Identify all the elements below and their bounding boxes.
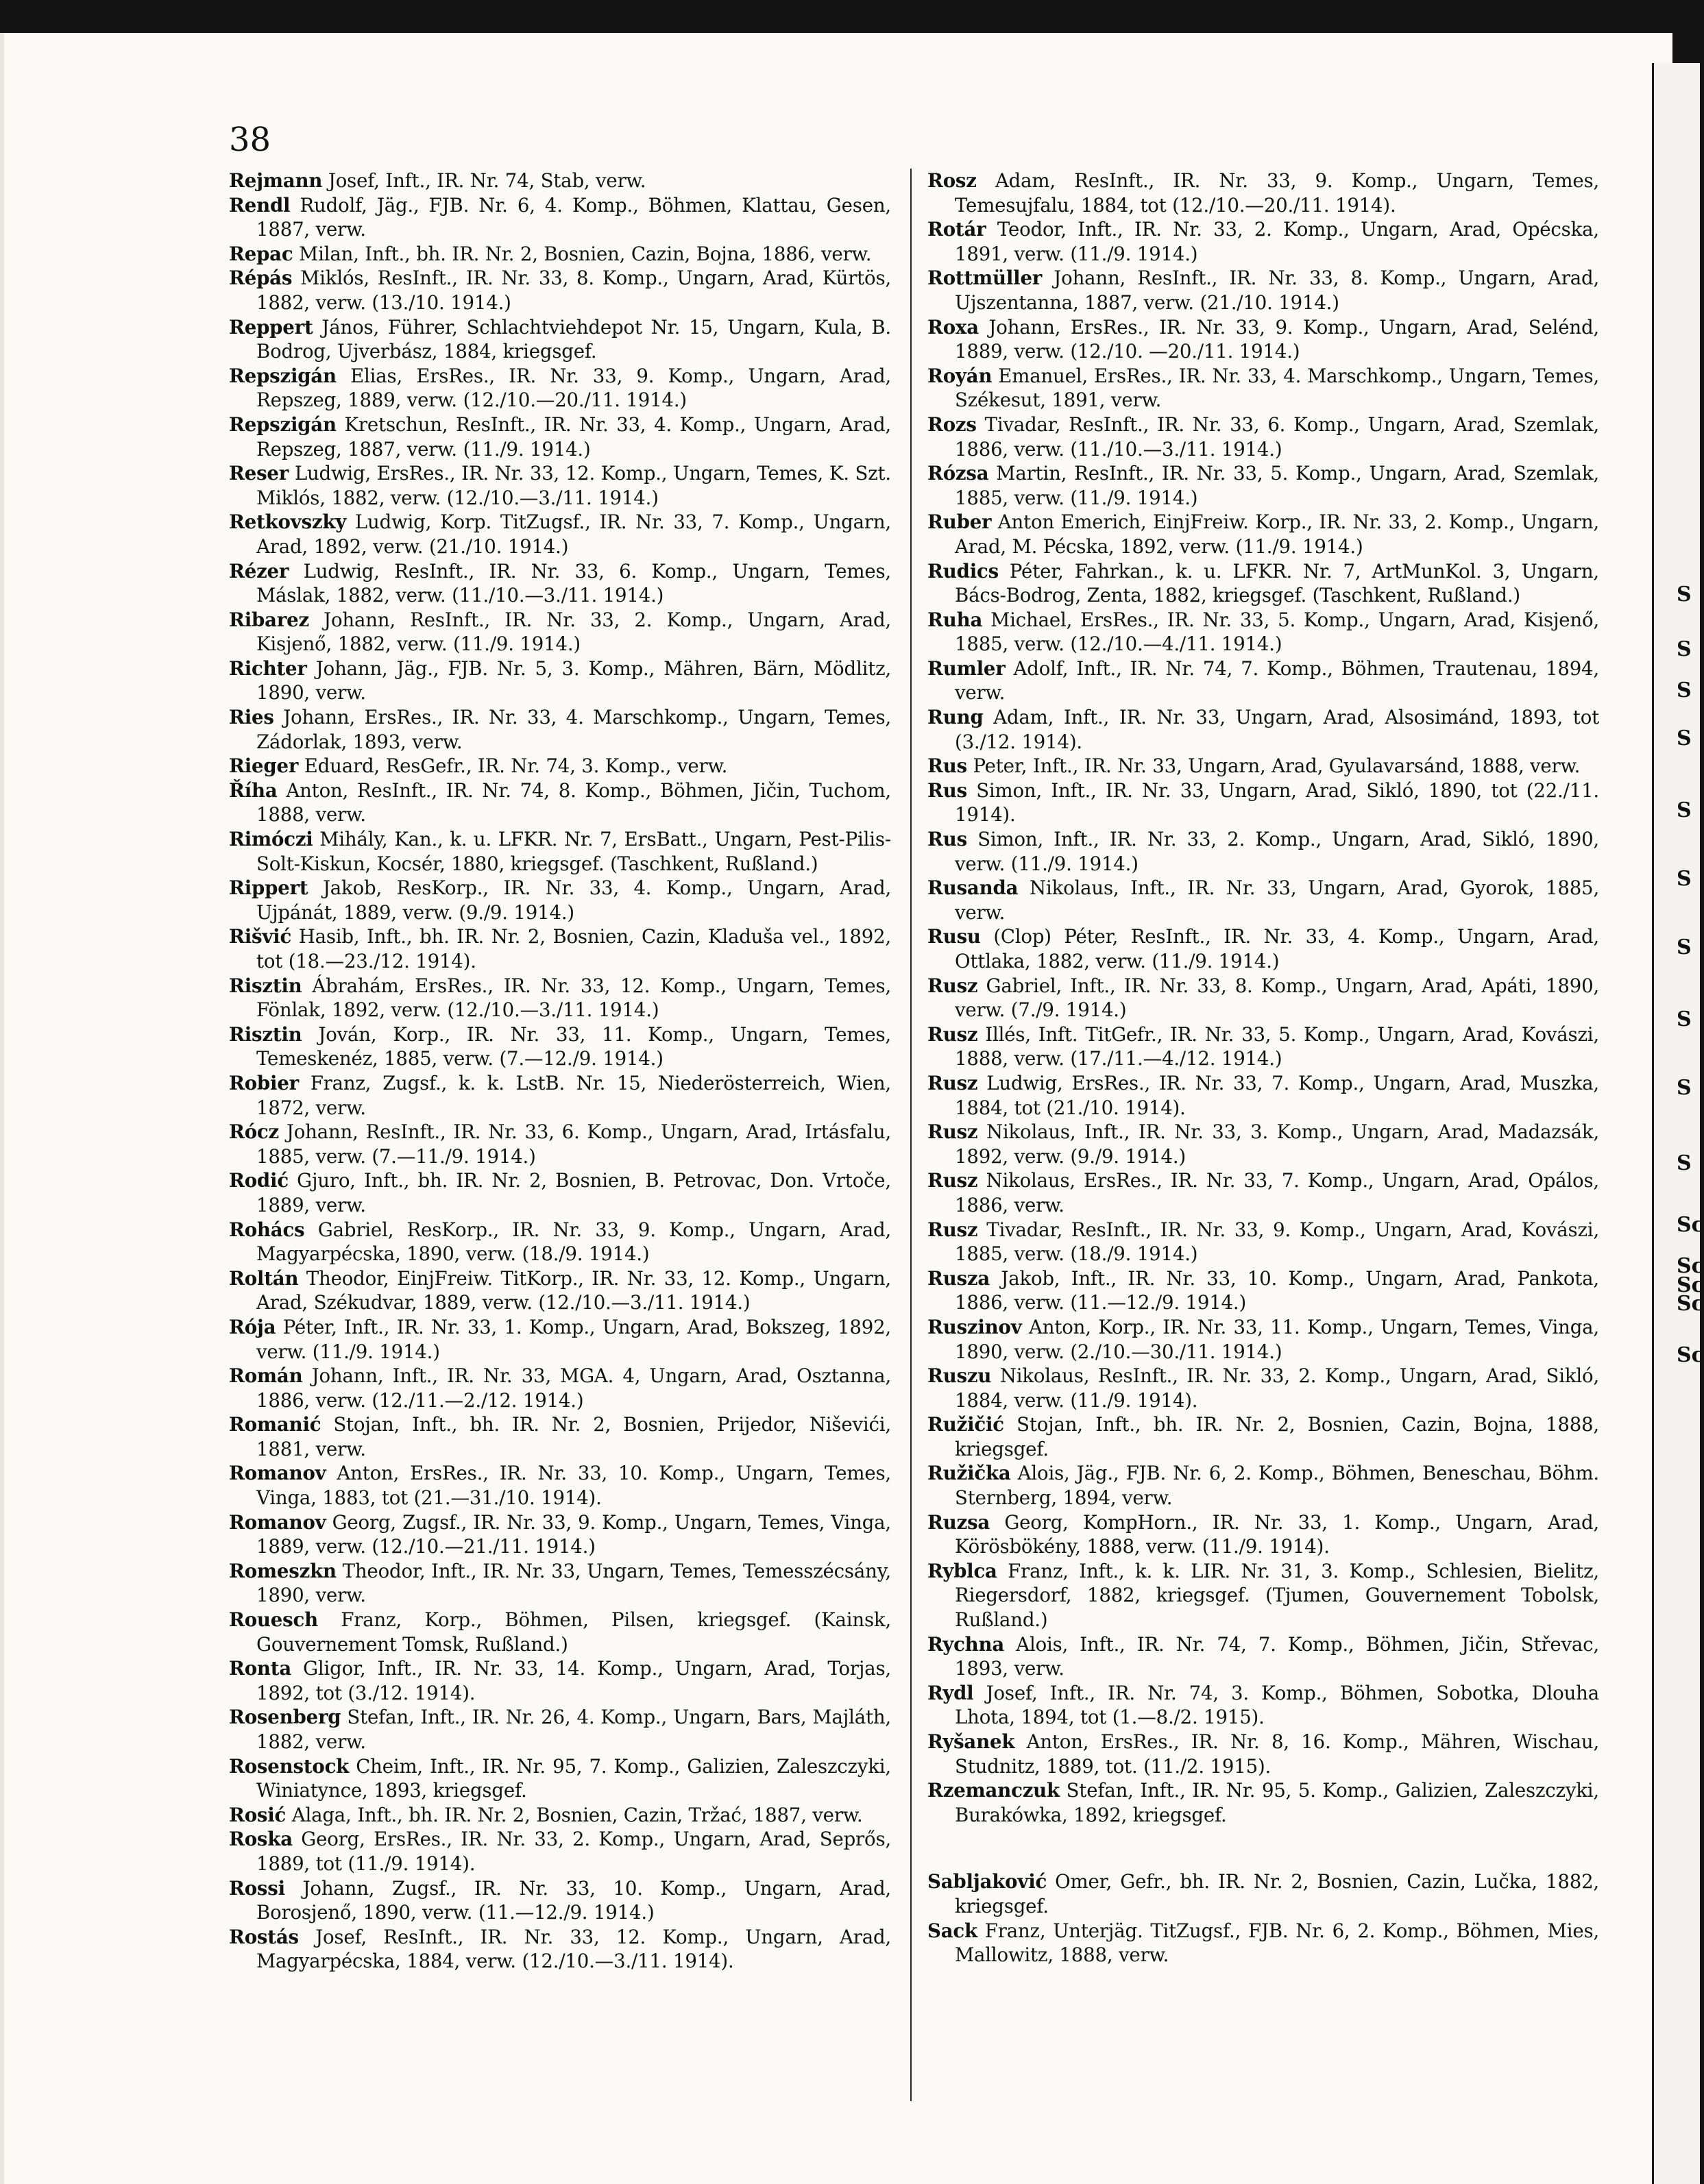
directory-entry	[927, 1778, 1599, 1827]
entry-surname: Rusza	[927, 1266, 990, 1290]
entry-surname: Rohács	[229, 1218, 305, 1241]
entry-details: Michael, ErsRes., IR. Nr. 33, 5. Komp., Ungarn, Arad, Kisjenő, 1885, verw. (12./10.—4./11. 1914.)	[955, 608, 1599, 656]
entry-details: (Clop) Péter, ResInft., IR. Nr. 33, 4. Komp., Ungarn, Arad, Ottlaka, 1882, verw. (11./9. 1914.)	[955, 925, 1599, 972]
directory-entry	[927, 876, 1599, 924]
entry-details: Franz, Unterjäg. TitZugsf., FJB. Nr. 6, 2. Komp., Böhmen, Mies, Mallowitz, 1888, verw.	[955, 1919, 1599, 1967]
entry-surname: Ruszu	[927, 1364, 992, 1388]
directory-entry	[229, 1608, 891, 1656]
entry-details: Gabriel, Inft., IR. Nr. 33, 8. Komp., Ungarn, Arad, Apáti, 1890, verw. (7./9. 1914.)	[955, 974, 1599, 1022]
directory-entry	[229, 924, 891, 973]
entry-details: Alaga, Inft., bh. IR. Nr. 2, Bosnien, Cazin, Tržać, 1887, verw.	[286, 1803, 863, 1826]
entry-details: Alois, Jäg., FJB. Nr. 6, 2. Komp., Böhmen, Beneschau, Böhm. Sternberg, 1894, verw.	[955, 1462, 1599, 1510]
entry-details: Nikolaus, Inft., IR. Nr. 33, 3. Komp., Ungarn, Arad, Madazsák, 1892, verw. (9./9. 1914.)	[955, 1120, 1599, 1168]
entry-surname: Richter	[229, 657, 307, 680]
directory-entry	[229, 657, 891, 705]
directory-entry	[927, 608, 1599, 657]
directory-entry	[927, 217, 1599, 266]
entry-surname: Rejmann	[229, 169, 323, 192]
adjacent-page-letter: S	[1677, 1076, 1692, 1100]
entry-details: Adam, ResInft., IR. Nr. 33, 9. Komp., Ungarn, Temes, Temesujfalu, 1884, tot (12./10.—20./11. 1914).	[955, 169, 1599, 217]
entry-surname: Reppert	[229, 315, 313, 339]
entry-surname: Rippert	[229, 876, 308, 900]
entry-surname: Rusz	[927, 1169, 978, 1192]
entry-surname: Risztin	[229, 974, 302, 997]
adjacent-page-letter: S	[1677, 582, 1692, 606]
entry-surname: Rosenstock	[229, 1754, 350, 1778]
entry-details: Theodor, EinjFreiw. TitKorp., IR. Nr. 33, 12. Komp., Ungarn, Arad, Székudvar, 1889, verw. (12./10.—3./11. 1914.)	[256, 1266, 891, 1314]
entry-details: Josef, Inft., IR. Nr. 74, Stab, verw.	[322, 169, 646, 192]
entry-details: Martin, ResInft., IR. Nr. 33, 5. Komp., Ungarn, Arad, Szemlak, 1885, verw. (11./9. 1914.)	[955, 462, 1599, 509]
directory-entry	[927, 1461, 1599, 1510]
entry-details: Georg, KompHorn., IR. Nr. 33, 1. Komp., Ungarn, Arad, Körösbökény, 1888, verw. (11./9. 1914).	[955, 1510, 1599, 1558]
directory-entry	[927, 1559, 1599, 1632]
s-entries	[927, 1869, 1599, 1967]
entry-surname: Ruber	[927, 511, 992, 534]
entry-surname: Ronta	[229, 1657, 292, 1680]
entry-surname: Rusu	[927, 925, 981, 948]
entry-details: Ludwig, ResInft., IR. Nr. 33, 6. Komp., Ungarn, Temes, Máslak, 1882, verw. (11./10.—3./11. 1914.)	[256, 559, 891, 607]
entry-details: Georg, Zugsf., IR. Nr. 33, 9. Komp., Ungarn, Temes, Vinga, 1889, verw. (12./10.—21./11. 1914.)	[256, 1510, 891, 1558]
entry-surname: Rotár	[927, 218, 986, 241]
entry-details: Anton, ResInft., IR. Nr. 74, 8. Komp., Böhmen, Jičin, Tuchom, 1888, verw.	[256, 778, 891, 826]
entry-details: Johann, ResInft., IR. Nr. 33, 2. Komp., Ungarn, Arad, Kisjenő, 1882, verw. (11./9. 1914.)	[256, 608, 891, 656]
entry-details: Milan, Inft., bh. IR. Nr. 2, Bosnien, Cazin, Bojna, 1886, verw.	[293, 242, 872, 265]
directory-entry	[229, 1827, 891, 1876]
entry-surname: Rusz	[927, 974, 978, 997]
directory-entry	[229, 1071, 891, 1120]
entry-surname: Rusz	[927, 1218, 978, 1241]
adjacent-page-edge	[1652, 63, 1700, 2184]
entry-surname: Ribarez	[229, 608, 309, 631]
adjacent-page-letter: Sc	[1677, 1213, 1704, 1237]
entry-details: Kretschun, ResInft., IR. Nr. 33, 4. Komp., Ungarn, Arad, Repszeg, 1887, verw. (11./9. 1914.)	[256, 413, 891, 461]
entry-details: Theodor, Inft., IR. Nr. 33, Ungarn, Temes, Temesszécsány, 1890, verw.	[256, 1559, 891, 1607]
entry-details: Ábrahám, ErsRes., IR. Nr. 33, 12. Komp., Ungarn, Temes, Fönlak, 1892, verw. (12./10.—3./11. 1914.)	[256, 974, 891, 1022]
entry-details: Georg, ErsRes., IR. Nr. 33, 2. Komp., Ungarn, Arad, Seprős, 1889, tot (11./9. 1914).	[256, 1828, 891, 1875]
entry-surname: Ries	[229, 706, 274, 729]
entry-surname: Repszigán	[229, 413, 337, 436]
directory-entry	[927, 1919, 1599, 1967]
directory-entry	[927, 974, 1599, 1022]
directory-entry	[229, 1510, 891, 1559]
directory-entry	[927, 827, 1599, 876]
entry-surname: Rusz	[927, 1120, 978, 1144]
entry-details: Gligor, Inft., IR. Nr. 33, 14. Komp., Ungarn, Arad, Torjas, 1892, tot (3./12. 1914).	[256, 1657, 891, 1704]
directory-entry	[927, 1730, 1599, 1778]
directory-entry	[229, 266, 891, 315]
directory-entry	[927, 778, 1599, 827]
directory-entry	[229, 510, 891, 559]
directory-entry	[229, 1754, 891, 1803]
directory-entry	[229, 1266, 891, 1315]
entry-details: Nikolaus, Inft., IR. Nr. 33, Ungarn, Arad, Gyorok, 1885, verw.	[955, 876, 1599, 924]
entry-surname: Rydl	[927, 1681, 974, 1704]
entry-details: Nikolaus, ResInft., IR. Nr. 33, 2. Komp., Ungarn, Arad, Sikló, 1884, verw. (11./9. 1914).	[955, 1364, 1599, 1412]
entry-details: Péter, Inft., IR. Nr. 33, 1. Komp., Ungarn, Arad, Bokszeg, 1892, verw. (11./9. 1914.)	[256, 1315, 891, 1363]
entry-details: Johann, Inft., IR. Nr. 33, MGA. 4, Ungarn, Arad, Osztanna, 1886, verw. (12./11.—2./12. 1914.)	[256, 1364, 891, 1412]
entry-details: Emanuel, ErsRes., IR. Nr. 33, 4. Marschkomp., Ungarn, Temes, Székesut, 1891, verw.	[955, 364, 1599, 412]
entry-surname: Reser	[229, 462, 289, 485]
entry-details: Tivadar, ResInft., IR. Nr. 33, 6. Komp., Ungarn, Arad, Szemlak, 1886, verw. (11./10.—3./11. 1914.)	[955, 413, 1599, 461]
entry-surname: Roska	[229, 1828, 293, 1851]
entry-details: Cheim, Inft., IR. Nr. 95, 7. Komp., Galizien, Zaleszczyki, Winiatynce, 1893, kriegsgef.	[256, 1754, 891, 1802]
entry-surname: Rumler	[927, 657, 1006, 680]
directory-entry	[927, 1632, 1599, 1681]
page-number: 38	[229, 121, 271, 159]
section-gap	[927, 1827, 1599, 1869]
directory-entry	[927, 169, 1599, 217]
directory-entry	[229, 1364, 891, 1412]
entry-surname: Rychna	[927, 1632, 1005, 1656]
entry-surname: Retkovszky	[229, 511, 347, 534]
directory-entry	[229, 1876, 891, 1925]
entry-surname: Romeszkn	[229, 1559, 337, 1582]
directory-entry	[229, 876, 891, 924]
directory-entry	[229, 1803, 891, 1828]
entry-surname: Rus	[927, 778, 967, 802]
directory-entry	[229, 608, 891, 657]
directory-entry	[927, 705, 1599, 754]
directory-entry	[927, 1869, 1599, 1918]
directory-entry	[229, 1656, 891, 1705]
entry-surname: Repszigán	[229, 364, 337, 387]
adjacent-page-letter: S	[1677, 935, 1692, 959]
entry-details: Stefan, Inft., IR. Nr. 26, 4. Komp., Ungarn, Bars, Majláth, 1882, verw.	[256, 1706, 891, 1753]
entry-surname: Rodić	[229, 1169, 289, 1192]
entry-surname: Ružička	[927, 1462, 1011, 1485]
entry-details: Rudolf, Jäg., FJB. Nr. 6, 4. Komp., Böhmen, Klattau, Gesen, 1887, verw.	[256, 193, 891, 241]
directory-entry	[229, 242, 891, 267]
adjacent-page-letter: Sc	[1677, 1273, 1704, 1297]
entry-surname: Rusz	[927, 1022, 978, 1046]
entry-details: Johann, ErsRes., IR. Nr. 33, 4. Marschkomp., Ungarn, Temes, Zádorlak, 1893, verw.	[256, 706, 891, 753]
directory-entry	[229, 1218, 891, 1266]
column-divider	[910, 169, 912, 2101]
entry-surname: Risztin	[229, 1022, 302, 1046]
entry-surname: Romanić	[229, 1413, 321, 1436]
entry-details: Gabriel, ResKorp., IR. Nr. 33, 9. Komp., Ungarn, Arad, Magyarpécska, 1890, verw. (18./9. 1914.)	[256, 1218, 891, 1266]
directory-entry	[229, 1925, 891, 1974]
adjacent-page-letter: S	[1677, 1007, 1692, 1031]
directory-entry	[229, 169, 891, 193]
entry-surname: Sabljaković	[927, 1870, 1047, 1893]
entry-details: Anton, Korp., IR. Nr. 33, 11. Komp., Ungarn, Temes, Vinga, 1890, verw. (2./10.—30./11. 1914.)	[955, 1315, 1599, 1363]
r-entries	[927, 169, 1599, 1827]
adjacent-page-letter: S	[1677, 1151, 1692, 1175]
entry-details: Franz, Zugsf., k. k. LstB. Nr. 15, Niederösterreich, Wien, 1872, verw.	[256, 1071, 891, 1119]
entry-details: Jován, Korp., IR. Nr. 33, 11. Komp., Ungarn, Temes, Temeskenéz, 1885, verw. (7.—12./9. 1914.)	[256, 1022, 891, 1070]
entry-surname: Rzemanczuk	[927, 1779, 1060, 1802]
entry-details: Omer, Gefr., bh. IR. Nr. 2, Bosnien, Cazin, Lučka, 1882, kriegsgef.	[955, 1870, 1599, 1917]
directory-entry	[229, 1120, 891, 1168]
entry-details: Franz, Korp., Böhmen, Pilsen, kriegsgef. (Kainsk, Gouvernement Tomsk, Rußland.)	[256, 1608, 891, 1656]
directory-entry	[229, 1705, 891, 1754]
directory-entry	[927, 1120, 1599, 1168]
directory-entry	[229, 1168, 891, 1217]
entry-details: Anton, ErsRes., IR. Nr. 33, 10. Komp., Ungarn, Temes, Vinga, 1883, tot (21.—31./10. 1914).	[256, 1462, 891, 1510]
directory-entry	[927, 1364, 1599, 1412]
entry-surname: Rendl	[229, 193, 291, 217]
entry-details: Miklós, ResInft., IR. Nr. 33, 8. Komp., Ungarn, Arad, Kürtös, 1882, verw. (13./10. 1914.)	[256, 267, 891, 314]
entry-surname: Rosz	[927, 169, 977, 192]
entry-surname: Royán	[927, 364, 993, 387]
entry-details: Ludwig, ErsRes., IR. Nr. 33, 12. Komp., Ungarn, Temes, K. Szt. Miklós, 1882, verw. (12./10.—3./11. 1914.)	[256, 462, 891, 509]
right-column	[927, 169, 1599, 1967]
entry-details: Ludwig, ErsRes., IR. Nr. 33, 7. Komp., Ungarn, Arad, Muszka, 1884, tot (21./10. 1914).	[955, 1071, 1599, 1119]
directory-entry	[229, 1022, 891, 1071]
directory-entry	[927, 266, 1599, 315]
directory-entry	[927, 1510, 1599, 1559]
directory-entry	[927, 1168, 1599, 1217]
directory-entry	[927, 1266, 1599, 1315]
entry-surname: Sack	[927, 1919, 977, 1942]
directory-entry	[927, 559, 1599, 608]
entry-details: Peter, Inft., IR. Nr. 33, Ungarn, Arad, Gyulavarsánd, 1888, verw.	[966, 754, 1581, 778]
adjacent-page-letter: S	[1677, 637, 1692, 661]
directory-entry	[927, 315, 1599, 364]
entry-surname: Repac	[229, 242, 293, 265]
entry-details: Johann, ResInft., IR. Nr. 33, 6. Komp., Ungarn, Arad, Irtásfalu, 1885, verw. (7.—11./9. 1914.)	[256, 1120, 891, 1168]
entry-details: János, Führer, Schlachtviehdepot Nr. 15, Ungarn, Kula, B. Bodrog, Ujverbász, 1884, kriegsgef.	[256, 315, 891, 363]
entry-details: Franz, Inft., k. k. LIR. Nr. 31, 3. Komp., Schlesien, Bielitz, Riegersdorf, 1882, kriegsgef. (Tjumen, Gouvernement Tobolsk, Rußland.)	[955, 1559, 1599, 1632]
directory-entry	[229, 827, 891, 876]
directory-entry	[229, 413, 891, 461]
entry-surname: Rostás	[229, 1925, 299, 1948]
entry-surname: Rung	[927, 706, 984, 729]
entry-surname: Romanov	[229, 1510, 326, 1534]
directory-entry	[229, 778, 891, 827]
entry-details: Johann, ErsRes., IR. Nr. 33, 9. Komp., Ungarn, Arad, Selénd, 1889, verw. (12./10. —20./11. 1914.)	[955, 315, 1599, 363]
entry-details: Ludwig, Korp. TitZugsf., IR. Nr. 33, 7. Komp., Ungarn, Arad, 1892, verw. (21./10. 1914.)	[256, 511, 891, 558]
directory-entry	[927, 1218, 1599, 1266]
entry-surname: Ruzsa	[927, 1510, 990, 1534]
directory-entry	[229, 1315, 891, 1364]
directory-entry	[927, 364, 1599, 413]
entry-surname: Rouesch	[229, 1608, 318, 1632]
directory-entry	[229, 974, 891, 1022]
entry-surname: Rus	[927, 828, 967, 851]
entry-details: Eduard, ResGefr., IR. Nr. 74, 3. Komp., verw.	[298, 754, 728, 778]
entry-surname: Répás	[229, 267, 293, 290]
directory-entry	[927, 754, 1599, 778]
entry-details: Stefan, Inft., IR. Nr. 95, 5. Komp., Galizien, Zaleszczyki, Burakówka, 1892, kriegsgef.	[955, 1779, 1599, 1826]
directory-entry	[229, 1412, 891, 1461]
adjacent-page-letter: S	[1677, 726, 1692, 750]
entry-surname: Romanov	[229, 1462, 326, 1485]
entry-details: Anton Emerich, EinjFreiw. Korp., IR. Nr. 33, 2. Komp., Ungarn, Arad, M. Pécska, 1892, verw. (11./9. 1914.)	[955, 511, 1599, 558]
entry-details: Péter, Fahrkan., k. u. LFKR. Nr. 7, ArtMunKol. 3, Ungarn, Bács-Bodrog, Zenta, 1882, kriegsgef. (Taschkent, Rußland.)	[955, 559, 1599, 607]
entry-surname: Rosenberg	[229, 1706, 341, 1729]
entry-surname: Rézer	[229, 559, 289, 582]
entry-details: Alois, Inft., IR. Nr. 74, 7. Komp., Böhmen, Jičin, Střevac, 1893, verw.	[955, 1632, 1599, 1680]
entry-surname: Rossi	[229, 1876, 285, 1900]
entry-surname: Roxa	[927, 315, 979, 339]
directory-entry	[927, 1681, 1599, 1730]
directory-entry	[229, 461, 891, 510]
directory-entry	[927, 1071, 1599, 1120]
directory-entry	[927, 510, 1599, 559]
entry-surname: Ruha	[927, 608, 983, 631]
entry-details: Adolf, Inft., IR. Nr. 74, 7. Komp., Böhmen, Trautenau, 1894, verw.	[955, 657, 1599, 704]
entry-surname: Rosić	[229, 1803, 287, 1826]
entry-details: Illés, Inft. TitGefr., IR. Nr. 33, 5. Komp., Ungarn, Arad, Kovászi, 1888, verw. (17./11.—4./12. 1914.)	[955, 1022, 1599, 1070]
entry-surname: Roltán	[229, 1266, 299, 1290]
adjacent-page-letter: S	[1677, 798, 1692, 822]
directory-entry	[927, 1022, 1599, 1071]
directory-entry	[229, 754, 891, 778]
entry-surname: Robier	[229, 1071, 300, 1094]
entry-surname: Rusz	[927, 1071, 978, 1094]
adjacent-page-letter: Sc	[1677, 1343, 1704, 1367]
entry-surname: Rišvić	[229, 925, 292, 948]
entry-surname: Rus	[927, 754, 967, 778]
entry-surname: Ryblca	[927, 1559, 997, 1582]
entry-details: Stojan, Inft., bh. IR. Nr. 2, Bosnien, Prijedor, Niševići, 1881, verw.	[256, 1413, 891, 1460]
entry-details: Simon, Inft., IR. Nr. 33, Ungarn, Arad, Sikló, 1890, tot (22./11. 1914).	[955, 778, 1599, 826]
adjacent-page-letter: S	[1677, 678, 1692, 702]
entry-details: Nikolaus, ErsRes., IR. Nr. 33, 7. Komp., Ungarn, Arad, Opálos, 1886, verw.	[955, 1169, 1599, 1216]
entry-details: Josef, Inft., IR. Nr. 74, 3. Komp., Böhmen, Sobotka, Dlouha Lhota, 1894, tot (1.—8./2. 1915).	[955, 1681, 1599, 1729]
entry-surname: Ružičić	[927, 1413, 1004, 1436]
directory-entry	[927, 657, 1599, 705]
entry-surname: Ruszinov	[927, 1315, 1022, 1338]
entry-surname: Rózsa	[927, 462, 989, 485]
entry-details: Gjuro, Inft., bh. IR. Nr. 2, Bosnien, B. Petrovac, Don. Vrtoče, 1889, verw.	[256, 1169, 891, 1216]
entry-surname: Rudics	[927, 559, 999, 582]
entry-surname: Rócz	[229, 1120, 280, 1144]
directory-entry	[229, 193, 891, 242]
adjacent-page-letter: S	[1677, 867, 1692, 891]
entry-details: Teodor, Inft., IR. Nr. 33, 2. Komp., Ungarn, Arad, Opécska, 1891, verw. (11./9. 1914.)	[955, 218, 1599, 265]
entry-details: Hasib, Inft., bh. IR. Nr. 2, Bosnien, Cazin, Kladuša vel., 1892, tot (18.—23./12. 1914).	[256, 925, 891, 972]
directory-entry	[229, 705, 891, 754]
directory-entry	[229, 559, 891, 608]
directory-entry	[927, 413, 1599, 461]
directory-entry	[229, 1559, 891, 1608]
entry-details: Jakob, Inft., IR. Nr. 33, 10. Komp., Ungarn, Arad, Pankota, 1886, verw. (11.—12./9. 1914.)	[955, 1266, 1599, 1314]
entry-details: Adam, Inft., IR. Nr. 33, Ungarn, Arad, Alsosimánd, 1893, tot (3./12. 1914).	[955, 706, 1599, 753]
entry-surname: Rimóczi	[229, 828, 313, 851]
entry-details: Mihály, Kan., k. u. LFKR. Nr. 7, ErsBatt., Ungarn, Pest-Pilis-Solt-Kiskun, Kocsér, 1880, kriegsgef. (Taschkent, Rußland.)	[256, 828, 891, 875]
entry-surname: Román	[229, 1364, 303, 1388]
directory-entry	[927, 1315, 1599, 1364]
entry-details: Anton, ErsRes., IR. Nr. 8, 16. Komp., Mähren, Wischau, Studnitz, 1889, tot. (11./2. 1915).	[955, 1730, 1599, 1778]
entry-surname: Říha	[229, 778, 278, 802]
entry-surname: Rieger	[229, 754, 299, 778]
entry-details: Elias, ErsRes., IR. Nr. 33, 9. Komp., Ungarn, Arad, Repszeg, 1889, verw. (12./10.—20./11. 1914.)	[256, 364, 891, 412]
entry-details: Johann, Jäg., FJB. Nr. 5, 3. Komp., Mähren, Bärn, Mödlitz, 1890, verw.	[256, 657, 891, 704]
entry-details: Johann, ResInft., IR. Nr. 33, 8. Komp., Ungarn, Arad, Ujszentanna, 1887, verw. (21./10. 1914.)	[955, 267, 1599, 314]
directory-entry	[229, 315, 891, 364]
directory-entry	[229, 364, 891, 413]
entry-details: Jakob, ResKorp., IR. Nr. 33, 4. Komp., Ungarn, Arad, Ujpánát, 1889, verw. (9./9. 1914.)	[256, 876, 891, 924]
entry-surname: Rozs	[927, 413, 977, 436]
entry-details: Stojan, Inft., bh. IR. Nr. 2, Bosnien, Cazin, Bojna, 1888, kriegsgef.	[955, 1413, 1599, 1460]
entry-surname: Rusanda	[927, 876, 1019, 900]
directory-entry	[927, 461, 1599, 510]
directory-entry	[927, 924, 1599, 973]
directory-entry	[229, 1461, 891, 1510]
entry-surname: Rója	[229, 1315, 276, 1338]
entry-details: Tivadar, ResInft., IR. Nr. 33, 9. Komp., Ungarn, Arad, Kovászi, 1885, verw. (18./9. 1914.)	[955, 1218, 1599, 1266]
adjacent-page-letter: Sc	[1677, 1254, 1704, 1278]
directory-entry	[927, 1412, 1599, 1461]
adjacent-page-letter: Sc	[1677, 1292, 1704, 1316]
entry-details: Simon, Inft., IR. Nr. 33, 2. Komp., Ungarn, Arad, Sikló, 1890, verw. (11./9. 1914.)	[955, 828, 1599, 875]
entry-surname: Rottmüller	[927, 267, 1043, 290]
entry-details: Josef, ResInft., IR. Nr. 33, 12. Komp., Ungarn, Arad, Magyarpécska, 1884, verw. (12./10.—3./11. 1914).	[256, 1925, 891, 1973]
entry-details: Johann, Zugsf., IR. Nr. 33, 10. Komp., Ungarn, Arad, Borosjenő, 1890, verw. (11.—12./9. 1914.)	[256, 1876, 891, 1924]
left-column	[229, 169, 891, 1974]
entry-surname: Ryšanek	[927, 1730, 1015, 1753]
